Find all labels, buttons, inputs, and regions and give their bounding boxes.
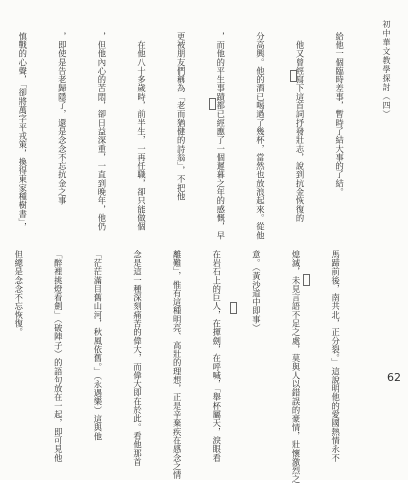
emphasis-box — [230, 302, 237, 314]
text-column: 熄滅，未見言語不足之處，莫與人以錯誤的豪情，壯懷激烈之 — [290, 250, 301, 484]
emphasis-box — [303, 274, 310, 286]
text-column: ，而他的平生事蹟都已經應了一個遲暮之年的感慨，早 — [215, 32, 226, 240]
text-column: 「茫茫滿目舊山河，秋風依舊。」（永遇樂）這與他 — [92, 250, 103, 441]
text-column: 在他八十多歲時，前半生，一再任職，卻只能做個 — [136, 32, 147, 231]
text-column: 但總是念念不忘恢復。 — [13, 250, 24, 337]
text-column: ，但他內心的苦悶，卻日益深重，一直到晚年，他仍 — [96, 32, 107, 231]
page-number: 62 — [387, 371, 401, 384]
text-column: 馬蹄前後，南共北，正分裂。」這說明他的愛國熱情永不 — [330, 250, 341, 463]
text-column: 念是這一種深刻痛苦的偉大，而偉大即在於此。看他那首 — [132, 250, 143, 467]
emphasis-box — [290, 70, 297, 82]
text-column: 他又曾經寫下這首詞抒發壯志，說到抗金恢復的 — [294, 32, 305, 223]
bottom-text-block — [13, 250, 368, 484]
text-column: 更被朋友們稱為「老而猶健的詩翁」，不把他 — [176, 32, 187, 201]
text-column: 意。（黃沙道中即事） — [251, 250, 262, 458]
text-column: 「醉裡挑燈看劍」（破陣子）的語句放在一起，即可見他 — [53, 250, 64, 463]
text-column: 分高興。他的酒已喝過了幾杯，當然也放浪起來。從他 — [255, 32, 266, 240]
text-column: 慎戰的心聲，「卻將萬字平戎策，換得東家種樹書」， — [17, 32, 28, 232]
text-column: 在岩石上的巨人，在揮劍，在呼喊，「舉杯屬天，淚眼看 — [211, 250, 222, 463]
emphasis-box — [209, 98, 216, 110]
top-text-block — [18, 32, 372, 254]
text-column: ，即使是告老歸隱了，還是念念不忘抗金之事 — [57, 32, 68, 205]
text-column: 離難」，惟有這種明亮、高壯的理想，正是辛棄疾在感念之情 — [172, 250, 183, 480]
text-column: 給他一個臨時差事，暫時了結大事的了結。 — [334, 32, 345, 197]
running-head: 初中華文教學探討（四） — [382, 20, 391, 119]
